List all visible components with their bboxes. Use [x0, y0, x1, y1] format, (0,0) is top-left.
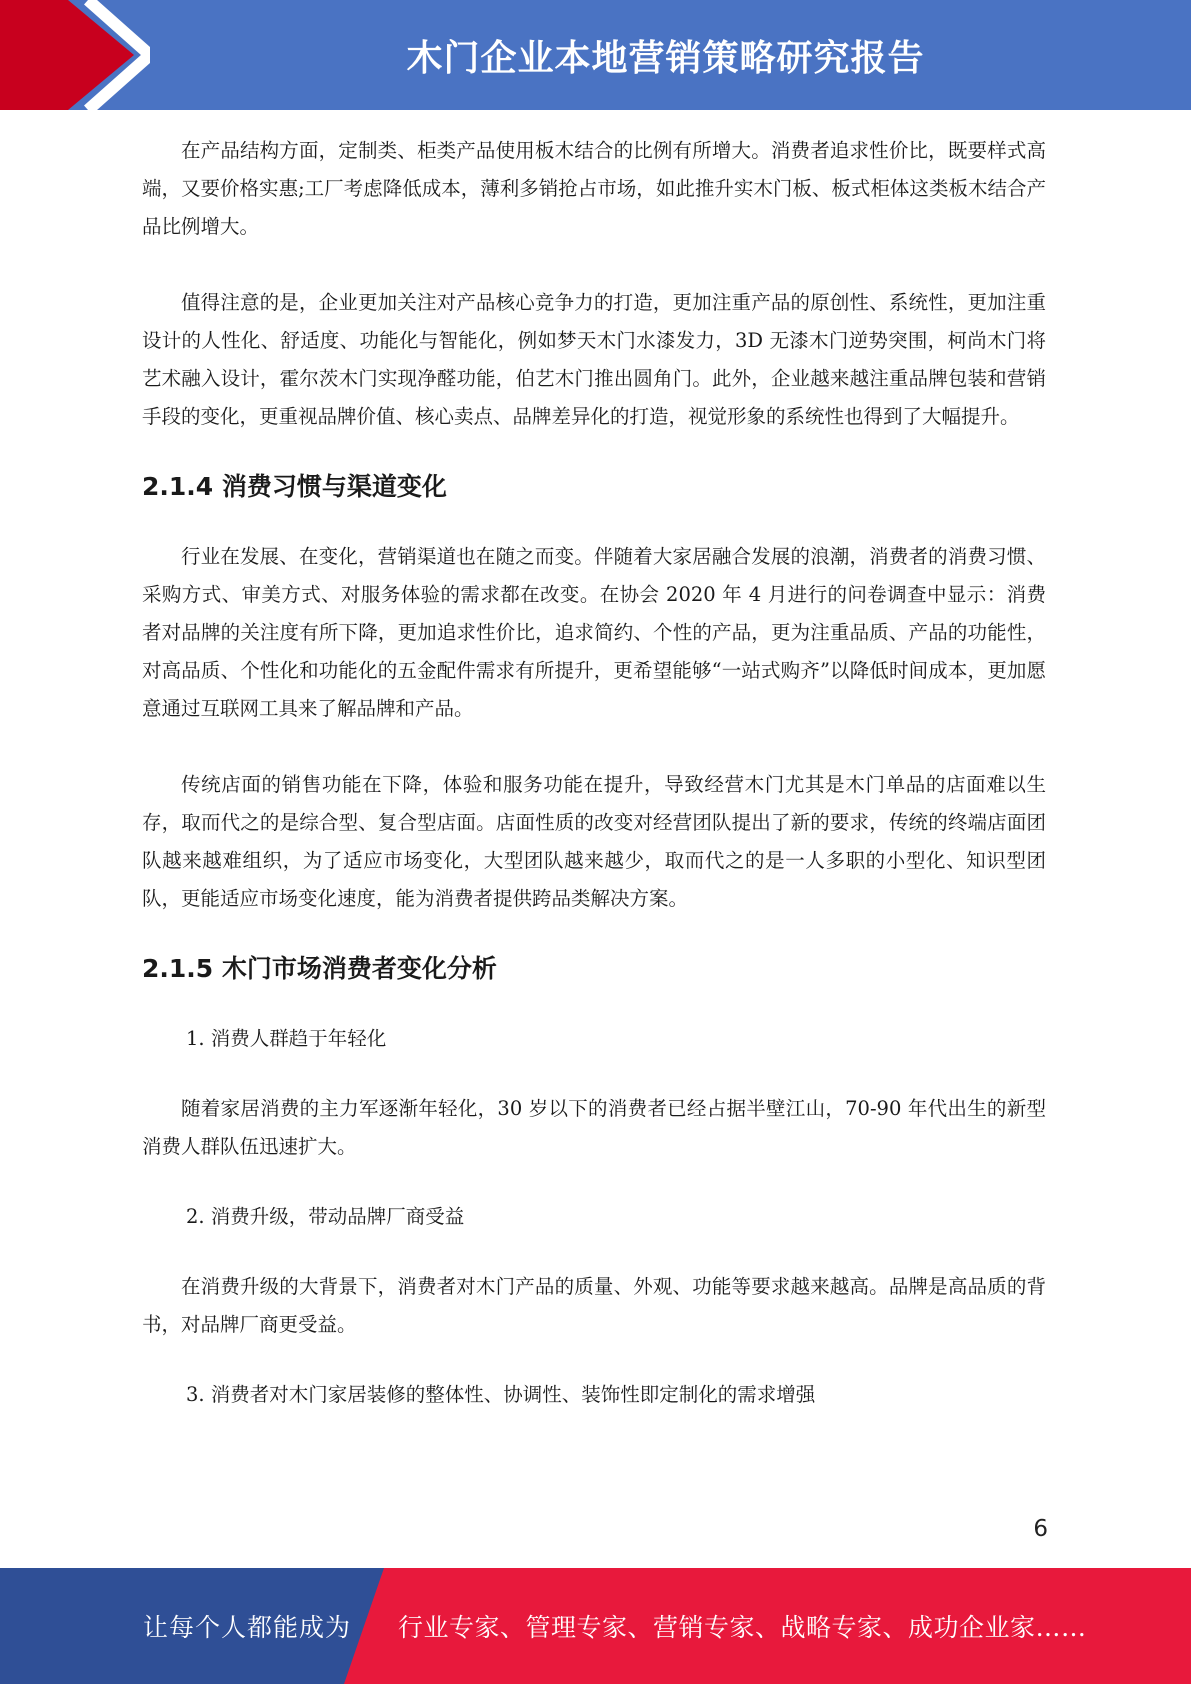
list-item-2: 2. 消费升级，带动品牌厂商受益 [186, 1205, 465, 1228]
report-title: 木门企业本地营销策略研究报告 [406, 37, 925, 79]
paragraph-product-structure: 在产品结构方面，定制类、柜类产品使用板木结合的比例有所增大。消费者追求性价比，既要样式高端，又要价格实惠;工厂考虑降低成本，薄利多销抢占市场，如此推升实木门板、板式柜体这类板木结合产品比例增大。 [142, 139, 1046, 238]
page-header [0, 0, 1191, 110]
page-footer [0, 1568, 1191, 1684]
main-content [142, 132, 1046, 1414]
paragraph-younger-consumers: 随着家居消费的主力军逐渐年轻化，30 岁以下的消费者已经占据半壁江山，70-90 年代出生的新型消费人群队伍迅速扩大。 [142, 1097, 1046, 1158]
page-number: 6 [1033, 1516, 1048, 1542]
paragraph-store-changes: 传统店面的销售功能在下降，体验和服务功能在提升，导致经营木门尤其是木门单品的店面难以生存，取而代之的是综合型、复合型店面。店面性质的改变对经营团队提出了新的要求，传统的终端店面团队越来越难组织，为了适应市场变化，大型团队越来越少，取而代之的是一人多职的小型化、知识型团队，更能适应市场变化速度，能为消费者提供跨品类解决方案。 [142, 773, 1046, 910]
section-heading-2-1-5: 2.1.5 木门市场消费者变化分析 [142, 954, 497, 983]
section-heading-2-1-4: 2.1.4 消费习惯与渠道变化 [142, 472, 447, 501]
paragraph-consumption-habits: 行业在发展、在变化，营销渠道也在随之而变。伴随着大家居融合发展的浪潮，消费者的消费习惯、采购方式、审美方式、对服务体验的需求都在改变。在协会 2020 年 4 月进行的问卷调查中显示：消费者对品牌的关注度有所下降，更加追求性价比，追求简约、个性的产品，更为注重品质、产品的功能性，对高品质、个性化和功能化的五金配件需求有所提升，更希望能够“一站式购齐”以降低时间成本，更加愿意通过互联网工具来了解品牌和产品。 [142, 545, 1046, 720]
list-item-1: 1. 消费人群趋于年轻化 [186, 1027, 387, 1050]
footer-slogan-right: 行业专家、管理专家、营销专家、战略专家、成功企业家…… [398, 1613, 1087, 1642]
header-red-arrow-icon [0, 0, 150, 110]
list-item-3: 3. 消费者对木门家居装修的整体性、协调性、装饰性即定制化的需求增强 [186, 1383, 816, 1406]
footer-slogan-left: 让每个人都能成为 [143, 1613, 352, 1642]
paragraph-core-competitiveness: 值得注意的是，企业更加关注对产品核心竞争力的打造，更加注重产品的原创性、系统性，更加注重设计的人性化、舒适度、功能化与智能化，例如梦天木门水漆发力，3D 无漆木门逆势突围，柯尚木门将艺术融入设计，霍尔茨木门实现净醛功能，伯艺木门推出圆角门。此外，企业越来越注重品牌包装和营销手段的变化，更重视品牌价值、核心卖点、品牌差异化的打造，视觉形象的系统性也得到了大幅提升。 [142, 291, 1046, 428]
paragraph-consumption-upgrade: 在消费升级的大背景下，消费者对木门产品的质量、外观、功能等要求越来越高。品牌是高品质的背书，对品牌厂商更受益。 [142, 1275, 1046, 1336]
